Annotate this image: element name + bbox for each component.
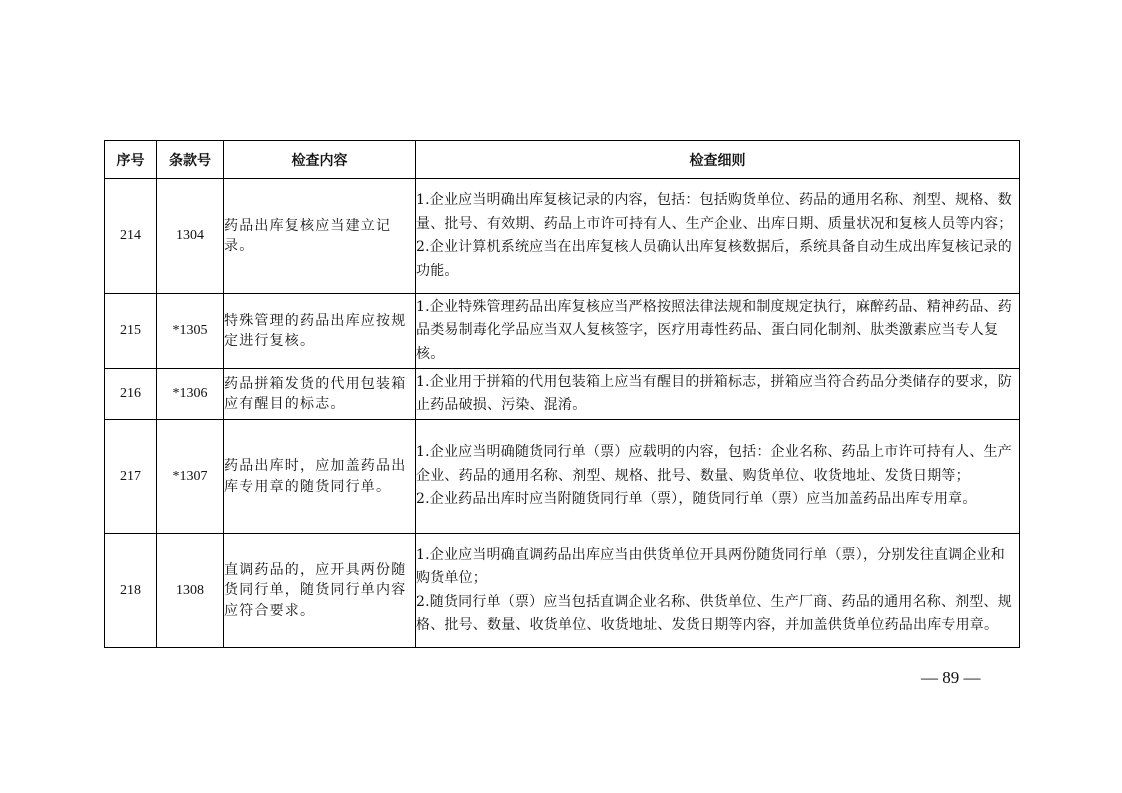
page-number: — 89 — [921,668,981,687]
detail-item: 1.企业用于拼箱的代用包装箱上应当有醒目的拼箱标志，拼箱应当符合药品分类储存的要求，防止药品破损、污染、混淆。 [416,373,1012,413]
detail-item: 2.企业计算机系统应当在出库复核人员确认出库复核数据后，系统具备自动生成出库复核记录的功能。 [416,239,1012,279]
detail-item: 2.随货同行单（票）应当包括直调企业名称、供货单位、生产厂商、药品的通用名称、剂型、规格、批号、数量、收货单位、收货地址、发货日期等内容，并加盖供货单位药品出库专用章。 [416,593,1012,633]
detail-cell [416,179,1020,294]
detail-cell [416,420,1020,534]
detail-item: 1.企业应当明确随货同行单（票）应载明的内容，包括：企业名称、药品上市许可持有人、生产企业、药品的通用名称、剂型、规格、批号、数量、购货单位、收货地址、发货日期等； [416,444,1012,484]
detail-item: 1.企业应当明确直调药品出库应当由供货单位开具两份随货同行单（票），分别发往直调企业和购货单位； [416,546,1005,586]
inspection-table [104,140,1020,648]
detail-cell [416,369,1020,420]
seq-cell: 216 [105,369,157,420]
clause-cell: 1308 [157,534,224,648]
header-clause: 条款号 [157,141,224,179]
clause-cell: *1305 [157,294,224,369]
seq-cell: 214 [105,179,157,294]
table-row [105,534,1020,648]
header-seq: 序号 [105,141,157,179]
detail-item: 1.企业应当明确出库复核记录的内容，包括：包括购货单位、药品的通用名称、剂型、规格、数量、批号、有效期、药品上市许可持有人、生产企业、出库日期、质量状况和复核人员等内容； [416,192,1013,232]
header-content: 检查内容 [224,141,416,179]
seq-cell: 215 [105,294,157,369]
clause-cell: *1307 [157,420,224,534]
clause-cell: *1306 [157,369,224,420]
seq-cell: 217 [105,420,157,534]
content-cell: 药品拼箱发货的代用包装箱应有醒目的标志。 [224,369,416,420]
content-cell: 直调药品的，应开具两份随货同行单，随货同行单内容应符合要求。 [224,534,416,648]
table-row [105,294,1020,369]
content-cell: 药品出库复核应当建立记录。 [224,179,416,294]
table-row [105,420,1020,534]
table-row [105,179,1020,294]
content-cell: 特殊管理的药品出库应按规定进行复核。 [224,294,416,369]
detail-cell [416,534,1020,648]
clause-cell: 1304 [157,179,224,294]
detail-cell [416,294,1020,369]
table-row [105,369,1020,420]
table-header-row [105,141,1020,179]
detail-item: 1.企业特殊管理药品出库复核应当严格按照法律法规和制度规定执行，麻醉药品、精神药品、药品类易制毒化学品应当双人复核签字，医疗用毒性药品、蛋白同化制剂、肽类激素应当专人复核。 [416,298,1012,362]
detail-item: 2.企业药品出库时应当附随货同行单（票），随货同行单（票）应当加盖药品出库专用章。 [416,491,977,508]
content-cell: 药品出库时，应加盖药品出库专用章的随货同行单。 [224,420,416,534]
seq-cell: 218 [105,534,157,648]
header-details: 检查细则 [416,141,1020,179]
